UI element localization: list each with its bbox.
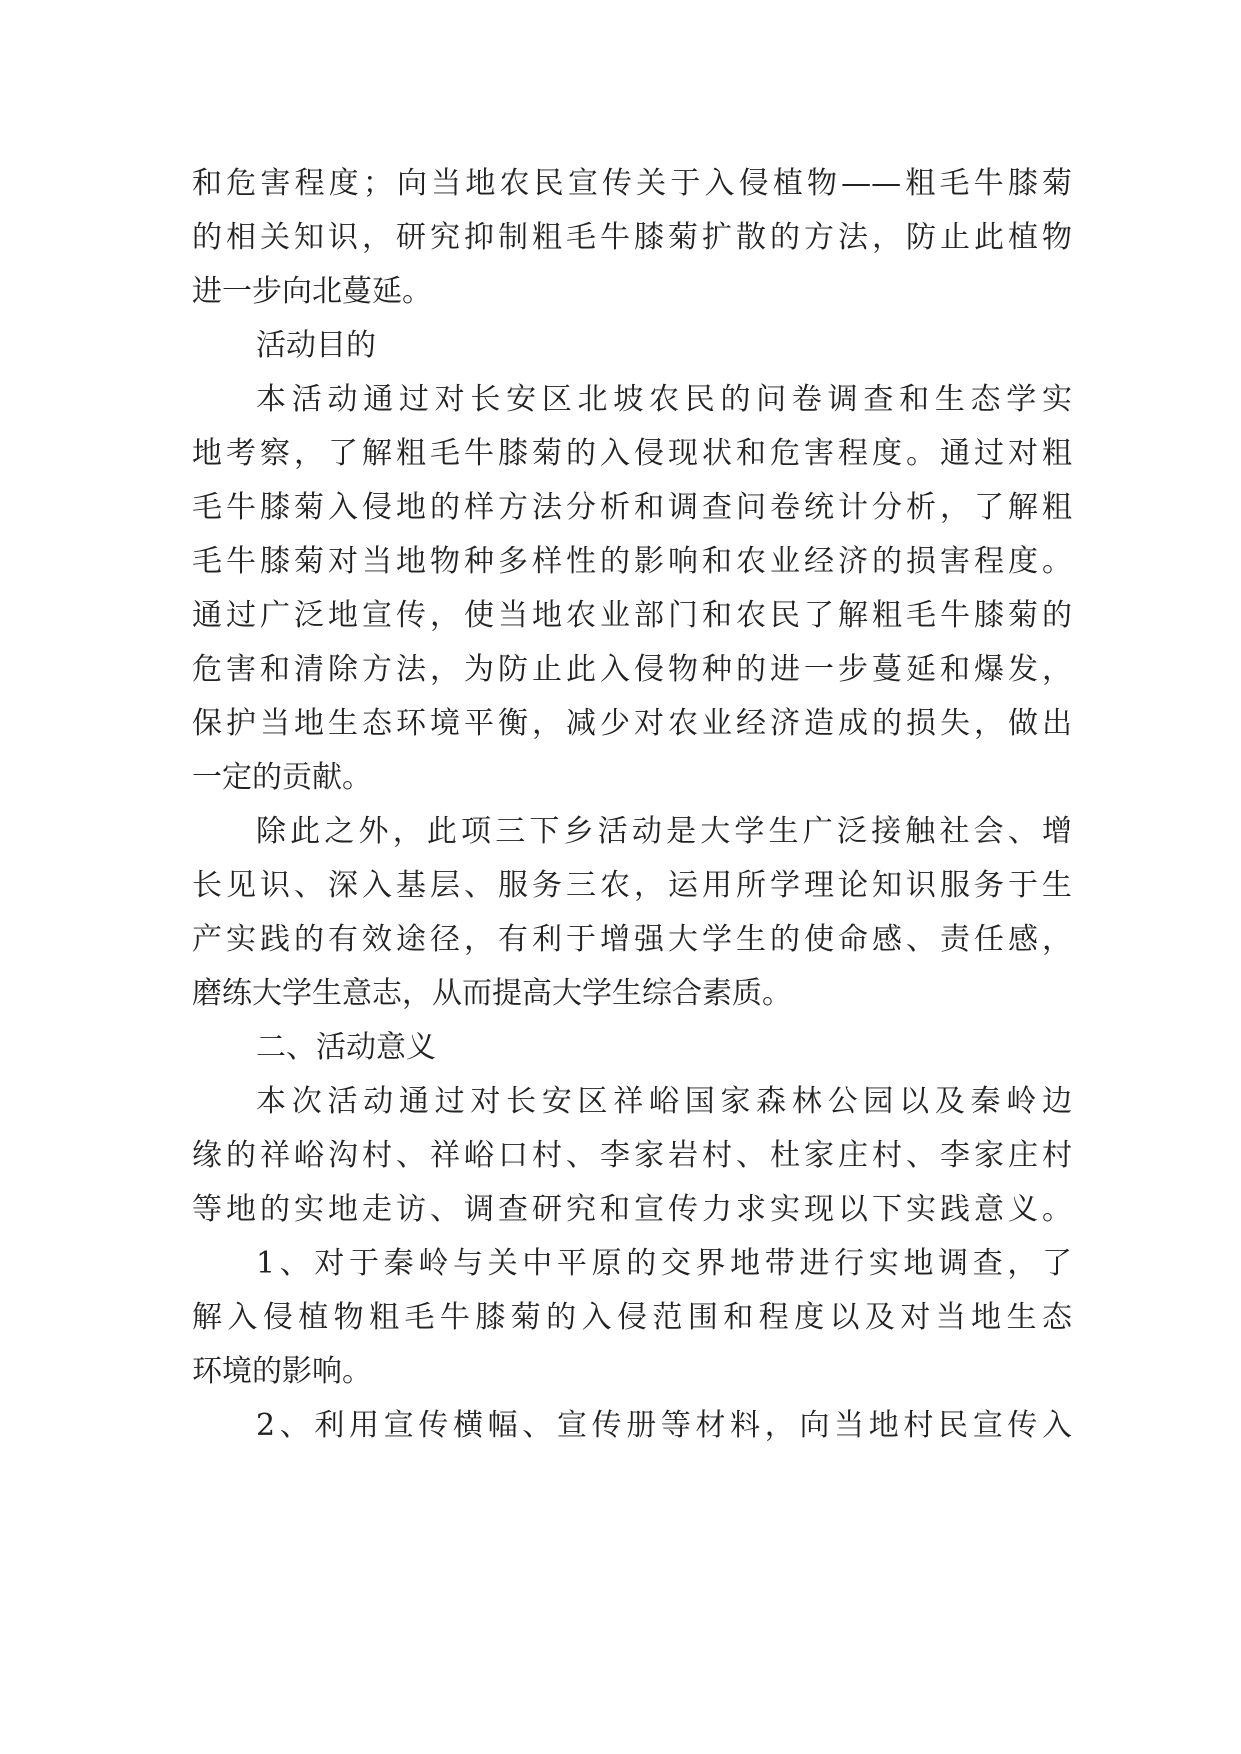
text-line: 的相关知识，研究抑制粗毛牛膝菊扩散的方法，防止此植物 <box>192 220 1072 255</box>
text-line: 通过广泛地宣传，使当地农业部门和农民了解粗毛牛膝菊的 <box>192 598 1072 633</box>
text-line: 毛牛膝菊对当地物种多样性的影响和农业经济的损害程度。 <box>192 544 1072 579</box>
text-line: 一定的贡献。 <box>192 760 372 795</box>
text-line: 1、对于秦岭与关中平原的交界地带进行实地调查，了 <box>256 1246 1072 1281</box>
text-line: 长见识、深入基层、服务三农，运用所学理论知识服务于生 <box>192 868 1072 903</box>
text-line: 磨练大学生意志，从而提高大学生综合素质。 <box>192 976 792 1011</box>
text-line: 2、利用宣传横幅、宣传册等材料，向当地村民宣传入 <box>256 1408 1072 1443</box>
text-line: 除此之外，此项三下乡活动是大学生广泛接触社会、增 <box>256 814 1072 849</box>
text-line: 产实践的有效途径，有利于增强大学生的使命感、责任感， <box>192 922 1072 957</box>
text-line: 本次活动通过对长安区祥峪国家森林公园以及秦岭边 <box>256 1084 1072 1119</box>
text-line: 进一步向北蔓延。 <box>192 274 432 309</box>
text-line: 等地的实地走访、调查研究和宣传力求实现以下实践意义。 <box>192 1192 1072 1227</box>
text-line: 危害和清除方法，为防止此入侵物种的进一步蔓延和爆发， <box>192 652 1072 687</box>
text-line: 解入侵植物粗毛牛膝菊的入侵范围和程度以及对当地生态 <box>192 1300 1072 1335</box>
section-heading: 活动目的 <box>256 328 376 363</box>
document-body <box>192 157 1072 1453</box>
text-line: 本活动通过对长安区北坡农民的问卷调查和生态学实 <box>256 382 1072 417</box>
text-line: 地考察，了解粗毛牛膝菊的入侵现状和危害程度。通过对粗 <box>192 436 1072 471</box>
text-line: 环境的影响。 <box>192 1354 372 1389</box>
text-line: 保护当地生态环境平衡，减少对农业经济造成的损失，做出 <box>192 706 1072 741</box>
section-heading: 二、活动意义 <box>256 1030 436 1065</box>
text-line: 和危害程度；向当地农民宣传关于入侵植物——粗毛牛膝菊 <box>192 166 1072 201</box>
text-line: 毛牛膝菊入侵地的样方法分析和调查问卷统计分析，了解粗 <box>192 490 1072 525</box>
text-line: 缘的祥峪沟村、祥峪口村、李家岩村、杜家庄村、李家庄村 <box>192 1138 1072 1173</box>
